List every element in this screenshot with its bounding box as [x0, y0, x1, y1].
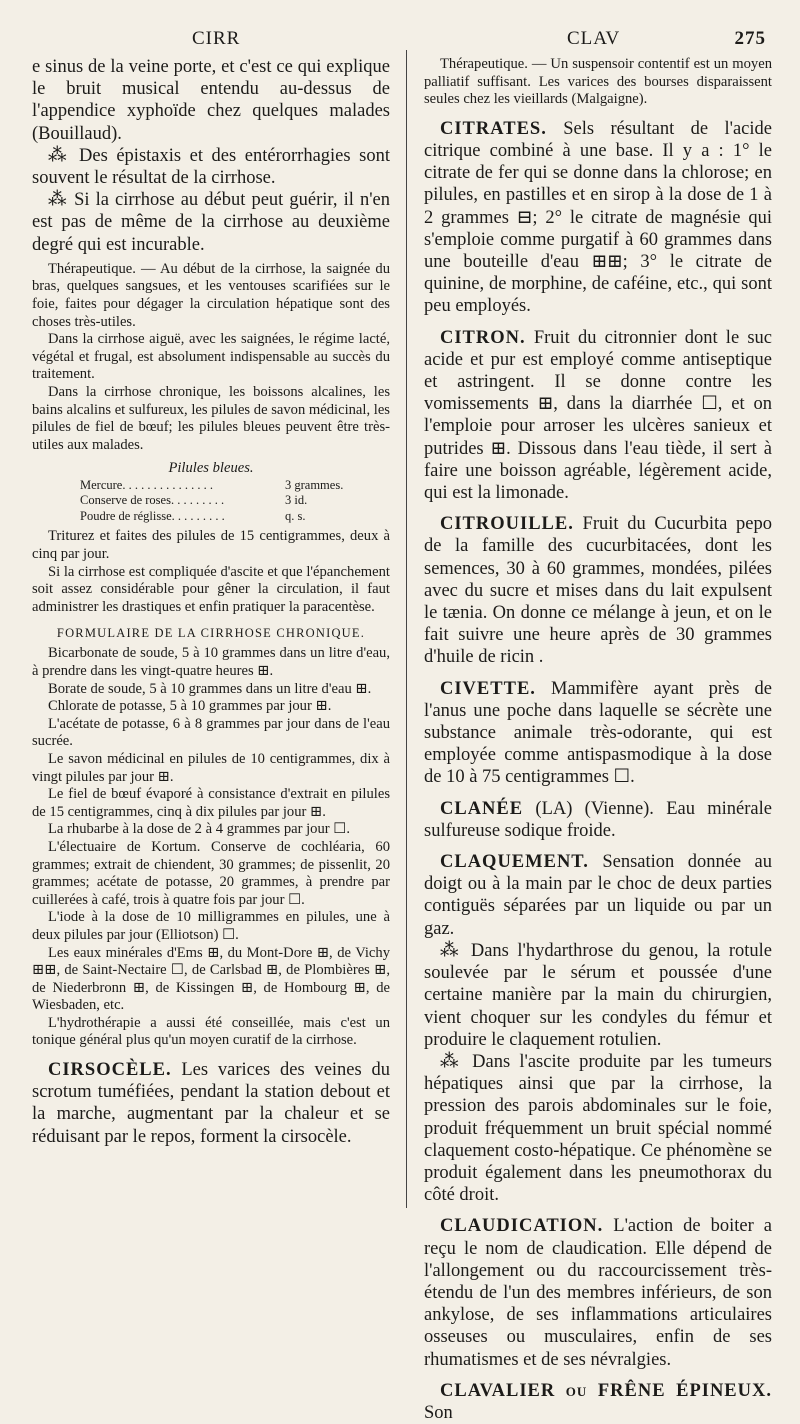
- dictionary-entry: [424, 513, 772, 668]
- recipe-table: [32, 478, 390, 525]
- recipe-row: [80, 509, 390, 525]
- page-number: 275: [734, 28, 766, 49]
- recipe-row: [80, 478, 390, 494]
- entry-term: CLAVALIER ou FRÊNE ÉPINEUX.: [440, 1380, 772, 1401]
- column-divider: [406, 50, 407, 1208]
- paragraph: Dans la cirrhose aiguë, avec les saignées, le régime lacté, végétal et frugal, est absolument indispensable au succès du traitement.: [32, 331, 390, 383]
- entry-term: CLAQUEMENT.: [440, 852, 589, 873]
- dictionary-entry: [424, 851, 772, 940]
- paragraph: ⁂ Des épistaxis et des entérorrhagies sont souvent le résultat de la cirrhose.: [32, 145, 390, 189]
- entry-text: Fruit du citronnier dont le suc acide et pur est employé comme antiseptique et astringent. Il se donne contre les vomissements ⊞, dans la diarrhée ☐, et on l'emploie pour arroser les ulcères sanieux et putrides ⊞. Dissous dans l'eau tiède, il sert à faire une boisson agréable, légèrement acide, qui est la limonade.: [424, 327, 772, 504]
- entry-term: CIRSOCÈLE.: [48, 1060, 172, 1081]
- dictionary-entry: [424, 678, 772, 789]
- claquement-note: ⁂ Dans l'ascite produite par les tumeurs hépatiques ainsi que par la cirrhose, la pression des parois abdominales sur le foie, produit fréquemment un bruit spécial nommé claquement costo-hépatique. Ce phénomène se produit également dans les pneumothorax du côté droit.: [424, 1051, 772, 1206]
- entry-text: Mammifère ayant près de l'anus une poche dans laquelle se sécrète une substance animale très-odorante, qui est employée comme antispasmodique à la dose de 10 à 75 centigrammes ☐.: [424, 678, 772, 788]
- paragraph: Dans la cirrhose chronique, les boissons alcalines, les bains alcalins et sulfureux, les pilules de savon médicinal, les pilules de fiel de bœuf; les pilules bleues peuvent être très-utiles aux malades.: [32, 383, 390, 453]
- dictionary-entry: [424, 798, 772, 842]
- recipe-title: Pilules bleues.: [168, 460, 254, 477]
- left-column: [32, 56, 390, 1236]
- paragraph: Triturez et faites des pilules de 15 centigrammes, deux à cinq par jour.: [32, 528, 390, 563]
- ingredient-quantity: q. s.: [285, 508, 306, 523]
- entry-claudication: [424, 1215, 772, 1370]
- entry-term: CITRON.: [440, 327, 526, 348]
- entry-clavalier: [424, 1380, 772, 1424]
- dictionary-entry: [424, 327, 772, 505]
- formulary-item: L'hydrothérapie a aussi été conseillée, mais c'est un tonique général plus qu'un moyen curatif de la cirrhose.: [32, 1014, 390, 1049]
- entry-text: L'action de boiter a reçu le nom de claudication. Elle dépend de l'allongement ou du raccourcissement très-étendu de l'un des membres inférieurs, de son ankylose, de ses inflammations articulaires osseuses ou musculaires, enfin de ses rhumatismes et de ses névralgies.: [424, 1216, 772, 1370]
- formulary-title: FORMULAIRE DE LA CIRRHOSE CHRONIQUE.: [56, 626, 366, 641]
- recipe-row: [80, 493, 390, 509]
- formulary-item: Les eaux minérales d'Ems ⊞, du Mont-Dore ⊞, de Vichy ⊞⊞, de Saint-Nectaire ☐, de Carlsbad ⊞, de Plombières ⊞, de Niederbronn ⊞, de Kissingen ⊞, de Hombourg ⊞, de Wiesbaden, etc.: [32, 944, 390, 1014]
- dictionary-entry: [424, 118, 772, 318]
- ingredient-name: Poudre de réglisse. . . . . . . . .: [80, 508, 225, 523]
- ingredient-name: Conserve de roses. . . . . . . . .: [80, 493, 225, 508]
- formulary-item: Chlorate de potasse, 5 à 10 grammes par jour ⊞.: [48, 698, 332, 715]
- paragraph: Si la cirrhose est compliquée d'ascite et que l'épanchement soit assez considérable pour gêner la circulation, il faut administrer les drastiques et enfin pratiquer la paracentèse.: [32, 563, 390, 615]
- formulary-item: L'électuaire de Kortum. Conserve de cochléaria, 60 grammes; extrait de chiendent, 30 grammes; de pissenlit, 20 grammes; acétate de potasse, 20 grammes, à prendre par cuillerées à café, trois à quatre fois par jour ☐.: [32, 838, 390, 908]
- entry-term: CLAUDICATION.: [440, 1216, 604, 1237]
- therapeutic-note: Thérapeutique. — Un suspensoir contentif est un moyen palliatif suffisant. Les varices des bourses disparaissent seules chez les vieillards (Malgaigne).: [424, 56, 772, 108]
- formulary-item: Borate de soude, 5 à 10 grammes dans un litre d'eau ⊞.: [48, 680, 372, 697]
- entry-text: (LA) (Vienne). Eau minérale sulfureuse sodique froide.: [424, 798, 772, 841]
- entry-text: Sensation donnée au doigt ou à la main par le choc de deux parties contiguës séparées par un liquide ou par un gaz.: [424, 852, 772, 939]
- entry-text: Les varices des veines du scrotum tuméfiées, pendant la station debout et la marche, augmentant par la chaleur et se réduisant par le repos, forment la cirsocèle.: [32, 1060, 390, 1147]
- paragraph: Thérapeutique. — Au début de la cirrhose, la saignée du bras, quelques sangsues, et les ventouses scarifiées sur le foie, faites pour dégager la circulation hépatique sont des choses très-utiles.: [32, 260, 390, 330]
- entry-term: CITROUILLE.: [440, 514, 574, 535]
- formulary-item: Le savon médicinal en pilules de 10 centigrammes, dix à vingt pilules par jour ⊞.: [32, 750, 390, 785]
- ingredient-name: Mercure. . . . . . . . . . . . . . .: [80, 477, 213, 492]
- entry-cirsocele: [32, 1059, 390, 1148]
- ingredient-quantity: 3 grammes.: [285, 477, 344, 492]
- header-left-word: CIRR: [192, 28, 241, 49]
- paragraph: e sinus de la veine porte, et c'est ce qui explique le bruit musical entendu au-dessus de l'appendice xyphoïde chez quelques malades (Bouillaud).: [32, 57, 390, 144]
- entry-text: Fruit du Cucurbita pepo de la famille des cucurbitacées, dont les semences, 30 à 60 grammes, mondées, pilées avec du sucre et mises dans du lait expulsent le tænia. On donne ce mélange à jeun, et on le fait suivre une heure après de 30 grammes d'huile de ricin .: [424, 514, 772, 668]
- formulary-item: Bicarbonate de soude, 5 à 10 grammes dans un litre d'eau, à prendre dans les vingt-quatre heures ⊞.: [32, 645, 390, 680]
- formulary-item: La rhubarbe à la dose de 2 à 4 grammes par jour ☐.: [48, 821, 351, 838]
- formulary-item: L'acétate de potasse, 6 à 8 grammes par jour dans de l'eau sucrée.: [32, 715, 390, 750]
- claquement-note: ⁂ Dans l'hydarthrose du genou, la rotule soulevée par le sérum et poussée d'une certaine manière par la main du chirurgien, vient choquer sur les condyles du fémur et produire le claquement rotulien.: [424, 940, 772, 1050]
- formulary-item: Le fiel de bœuf évaporé à consistance d'extrait en pilules de 15 centigrammes, cinq à dix pilules par jour ⊞.: [32, 786, 390, 820]
- paragraph: ⁂ Si la cirrhose au début peut guérir, il n'en est pas de même de la cirrhose au deuxième degré qui est incurable.: [32, 190, 390, 255]
- ingredient-quantity: 3 id.: [285, 493, 308, 508]
- running-header: [32, 24, 770, 54]
- entry-term: CITRATES.: [440, 118, 547, 139]
- entry-term: CIVETTE.: [440, 678, 536, 699]
- entry-term: CLANÉE: [440, 798, 524, 819]
- right-column: [424, 56, 772, 1423]
- entry-text: Sels résultant de l'acide citrique combiné à une base. Il y a : 1° le citrate de fer qui se donne dans la chlorose; en pilules, en pastilles et en sirop à la dose de 1 à 2 grammes ⊟; 2° le citrate de magnésie qui s'emploie comme purgatif à 60 grammes dans une bouteille d'eau ⊞⊞; 3° le citrate de quinine, de morphine, de caféine, etc., qui sont peu employés.: [424, 118, 772, 317]
- formulary-item: L'iode à la dose de 10 milligrammes en pilules, une à deux pilules par jour (Elliotson) ☐.: [32, 909, 390, 943]
- entry-text: Son: [424, 1402, 453, 1423]
- header-center-word: CLAV: [567, 28, 621, 49]
